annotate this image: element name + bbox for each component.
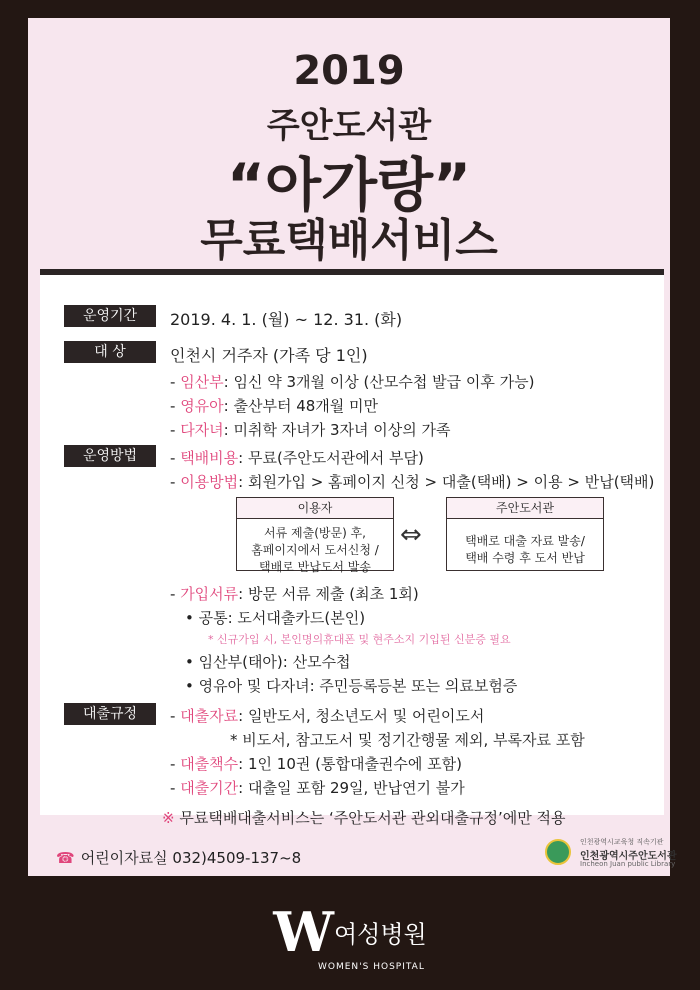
docs-infant: • 영유아 및 다자녀: 주민등록등본 또는 의료보험증: [185, 677, 518, 695]
rules-notice: ※ 무료택배대출서비스는 ‘주안도서관 관외대출규정’에만 적용: [162, 809, 566, 827]
user-box-line: 서류 제출(방문) 후,: [264, 526, 366, 540]
user-box-line: 택배로 반납도서 발송: [259, 560, 371, 574]
library-box-title: 주안도서관: [447, 498, 603, 519]
label-target: 대 상: [64, 341, 156, 363]
target-item: - 다자녀: 미취학 자녀가 3자녀 이상의 가족: [170, 421, 451, 439]
logo-w: W: [273, 900, 334, 964]
method-fee: - 택배비용: 무료(주안도서관에서 부담): [170, 449, 424, 467]
year-title: 2019: [293, 48, 405, 94]
docs-note: * 신규가입 시, 본인명의휴대폰 및 현주소지 기입된 신분증 필요: [208, 633, 511, 646]
rules-term: - 대출기간: 대출일 포함 29일, 반납연기 불가: [170, 779, 465, 797]
phone-contact: [56, 847, 301, 868]
hospital-logo: [0, 900, 700, 972]
target-item: - 영유아: 출산부터 48개월 미만: [170, 397, 379, 415]
library-box: [446, 497, 604, 571]
rules-count: - 대출책수: 1인 10권 (통합대출권수에 포함): [170, 755, 463, 773]
logo-english: WOMEN'S HOSPITAL: [318, 962, 425, 972]
program-title: “아가랑”: [226, 151, 472, 219]
org-sub: 인천광역시교육청 직속기관: [580, 838, 664, 846]
poster: [28, 18, 677, 876]
label-method: 운영방법: [64, 445, 156, 467]
phone-text: 어린이자료실 032)4509-137~8: [80, 849, 302, 867]
header: [28, 18, 670, 268]
rules-materials: - 대출자료: 일반도서, 청소년도서 및 어린이도서: [170, 707, 485, 725]
user-box: [236, 497, 394, 574]
label-period: 운영기간: [64, 305, 156, 327]
target-main: 인천시 거주자 (가족 당 1인): [170, 346, 368, 365]
period-text: 2019. 4. 1. (월) ~ 12. 31. (화): [170, 310, 403, 329]
exchange-arrow-icon: ⇔: [400, 520, 422, 550]
info-panel: [40, 275, 664, 827]
org-english: Incheon Juan public Library: [580, 860, 676, 868]
logo-name: 여성병원: [333, 920, 427, 949]
method-process: - 이용방법: 회원가입 > 홈페이지 신청 > 대출(택배) > 이용 > 반납(택배): [170, 473, 655, 491]
library-title: 주안도서관: [266, 106, 432, 146]
service-title: 무료택배서비스: [200, 215, 498, 266]
target-item: - 임산부: 임신 약 3개월 이상 (산모수첩 발급 이후 가능): [170, 373, 535, 391]
label-rules: 대출규정: [64, 703, 156, 725]
org-name: 인천광역시주안도서관: [580, 851, 677, 862]
library-box-line: 택배로 대출 자료 발송/: [465, 534, 585, 548]
user-box-line: 홈페이지에서 도서신청 /: [251, 543, 379, 557]
phone-icon: ☎: [56, 849, 75, 867]
docs-common: • 공통: 도서대출카드(본인): [185, 609, 366, 627]
library-seal-icon: [545, 839, 571, 865]
method-docs: - 가입서류: 방문 서류 제출 (최초 1회): [170, 585, 419, 603]
user-box-title: 이용자: [237, 498, 393, 519]
rules-exclude: * 비도서, 참고도서 및 정기간행물 제외, 부록자료 포함: [230, 731, 585, 749]
library-box-line: 택배 수령 후 도서 반납: [465, 551, 585, 565]
docs-pregnant: • 임산부(태아): 산모수첩: [185, 653, 351, 671]
footer: [40, 815, 677, 871]
